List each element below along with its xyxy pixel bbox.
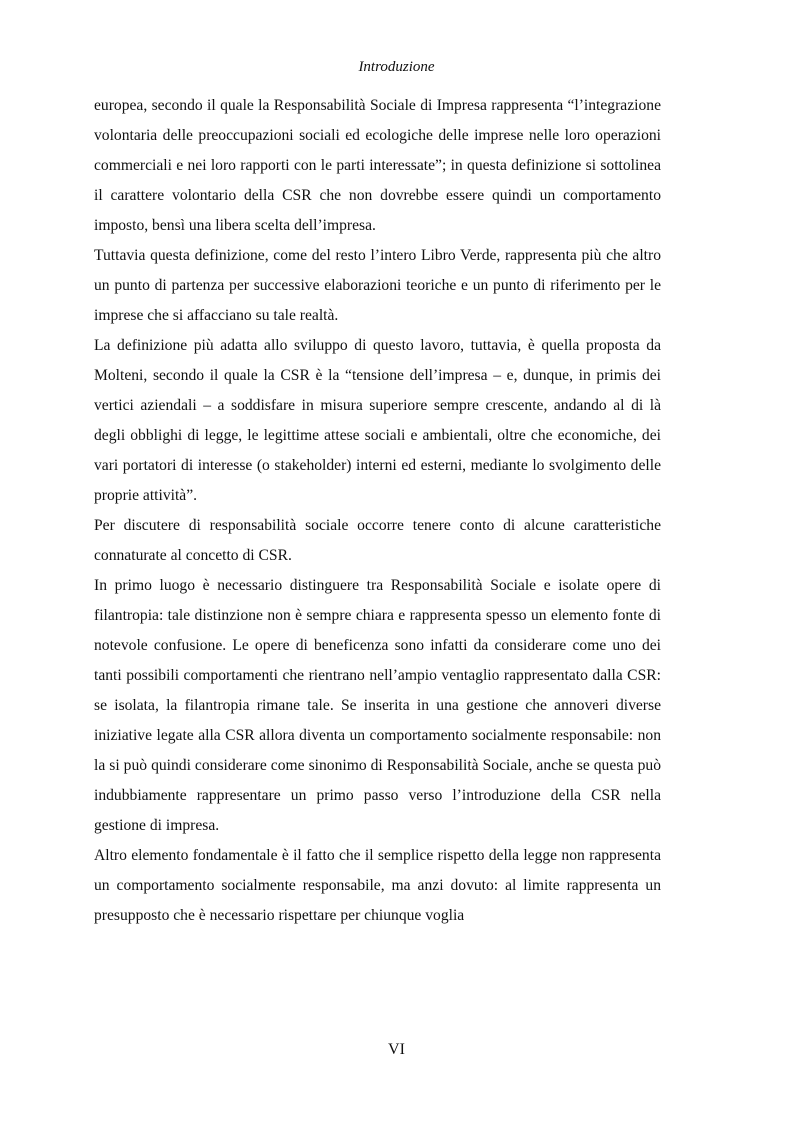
paragraph-3: La definizione più adatta allo sviluppo di questo lavoro, tuttavia, è quella proposta da Molteni, secondo il quale la CSR è la “tensione dell’impresa – e, dunque, in primis dei vertici aziendali – a soddisfare in misura superiore sempre crescente, andando al di là degli obblighi di legge, le legittime attese sociali e ambientali, oltre che economiche, dei vari portatori di interesse (o stakeholder) interni ed esterni, mediante lo svolgimento delle proprie attività”. [94, 337, 661, 504]
body-text [94, 91, 661, 931]
paragraph-5: In primo luogo è necessario distinguere tra Responsabilità Sociale e isolate opere di filantropia: tale distinzione non è sempre chiara e rappresenta spesso un elemento fonte di notevole confusione. Le opere di beneficenza sono infatti da considerare come uno dei tanti possibili comportamenti che rientrano nell’ampio ventaglio rappresentato dalla CSR: se isolata, la filantropia rimane tale. Se inserita in una gestione che annoveri diverse iniziative legate alla CSR allora diventa un comportamento socialmente responsabile: non la si può quindi considerare come sinonimo di Responsabilità Sociale, anche se questa può indubbiamente rappresentare un primo passo verso l’introduzione della CSR nella gestione di impresa. [94, 577, 661, 834]
paragraph-4: Per discutere di responsabilità sociale occorre tenere conto di alcune caratteristiche connaturate al concetto di CSR. [94, 517, 661, 564]
page-number: VI [388, 1041, 405, 1058]
running-header: Introduzione [358, 59, 435, 75]
paragraph-2: Tuttavia questa definizione, come del resto l’intero Libro Verde, rappresenta più che altro un punto di partenza per successive elaborazioni teoriche e un punto di riferimento per le imprese che si affacciano su tale realtà. [94, 247, 661, 324]
paragraph-6: Altro elemento fondamentale è il fatto che il semplice rispetto della legge non rappresenta un comportamento socialmente responsabile, ma anzi dovuto: al limite rappresenta un presupposto che è necessario rispettare per chiunque voglia [94, 847, 661, 924]
paragraph-1: europea, secondo il quale la Responsabilità Sociale di Impresa rappresenta “l’integrazione volontaria delle preoccupazioni sociali ed ecologiche delle imprese nelle loro operazioni commerciali e nei loro rapporti con le parti interessate”; in questa definizione si sottolinea il carattere volontario della CSR che non dovrebbe essere quindi un comportamento imposto, bensì una libera scelta dell’impresa. [94, 97, 661, 234]
